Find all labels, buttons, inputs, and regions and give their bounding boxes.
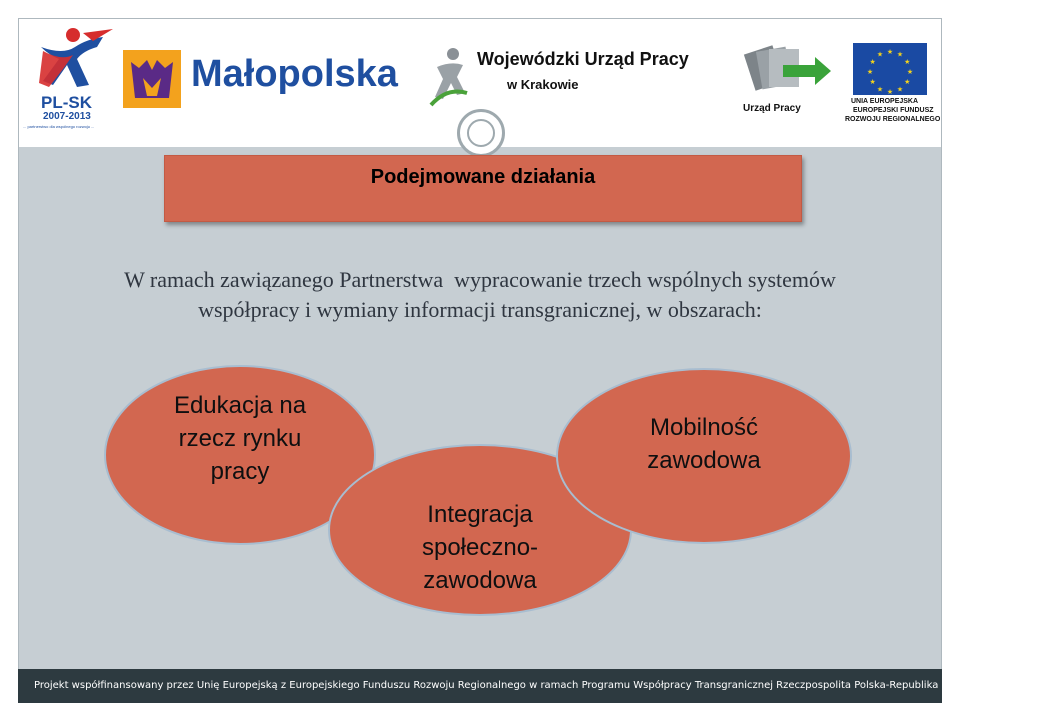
malopolska-logo <box>123 47 413 111</box>
svg-text:★: ★ <box>896 85 904 94</box>
area-mobility <box>556 368 852 544</box>
eu-line3: ROZWOJU REGIONALNEGO <box>845 116 941 123</box>
eu-line2: EUROPEJSKI FUNDUSZ <box>853 107 934 114</box>
area-education-line-1: Edukacja na <box>173 391 307 419</box>
svg-text:★: ★ <box>876 50 884 59</box>
intro-line-1: W ramach zawiązanego Partnerstwa wypracowanie trzech wspólnych systemów <box>124 267 836 292</box>
area-integration-line-3: zawodowa <box>423 566 537 594</box>
svg-text:★: ★ <box>866 68 874 76</box>
title-box <box>164 155 802 222</box>
svg-text:★: ★ <box>869 58 876 66</box>
plsk-tagline: ... partnerstwo dla wspólnego rozwoju ... <box>23 124 95 129</box>
plsk-logo <box>23 25 119 135</box>
wup-subtitle: w Krakowie <box>507 77 579 92</box>
area-integration-line-2: społeczno- <box>421 533 539 561</box>
svg-text:★: ★ <box>886 48 894 56</box>
svg-text:★: ★ <box>904 58 911 66</box>
malopolska-emblem-icon <box>123 50 181 108</box>
area-education-line-2: rzecz rynku <box>178 424 302 452</box>
wup-figure-icon <box>429 47 469 107</box>
eu-line1: UNIA EUROPEJSKA <box>851 98 919 105</box>
area-mobility-line-1: Mobilność <box>649 414 759 441</box>
svg-text:★: ★ <box>906 68 914 76</box>
svg-text:★: ★ <box>869 78 876 86</box>
area-integration-line-1: Integracja <box>427 500 533 528</box>
svg-text:★: ★ <box>876 85 884 94</box>
plsk-years: 2007-2013 <box>43 111 91 122</box>
wup-title: Wojewódzki Urząd Pracy <box>477 49 689 69</box>
intro-text <box>40 265 920 325</box>
urzad-pracy-logo <box>739 39 835 123</box>
slide-title: Podejmowane działania <box>370 166 596 188</box>
eu-flag-icon <box>853 43 927 95</box>
svg-text:★: ★ <box>896 50 904 59</box>
footer: Projekt współfinansowany przez Unię Europejską z Europejskiego Funduszu Rozwoju Regionalnego w ramach Programu Współpracy Transgranicznej Rzeczpospolita Polska-Republika Słowacka 2007-2013 <box>18 669 942 703</box>
eu-logo <box>845 43 941 123</box>
malopolska-name: Małopolska <box>191 53 398 95</box>
circle-ornament <box>457 109 505 157</box>
wup-logo <box>429 43 709 113</box>
plsk-name: PL-SK <box>41 93 92 112</box>
urzad-pracy-name: Urząd Pracy <box>743 103 801 114</box>
urzad-pracy-cards-icon <box>743 39 833 95</box>
svg-text:★: ★ <box>886 88 894 96</box>
area-education-line-3: pracy <box>210 457 270 485</box>
area-mobility-line-2: zawodowa <box>647 447 761 474</box>
intro-line-2: współpracy i wymiany informacji transgranicznej, w obszarach: <box>198 297 762 322</box>
plsk-figure-icon <box>23 25 119 95</box>
svg-text:★: ★ <box>904 78 911 86</box>
